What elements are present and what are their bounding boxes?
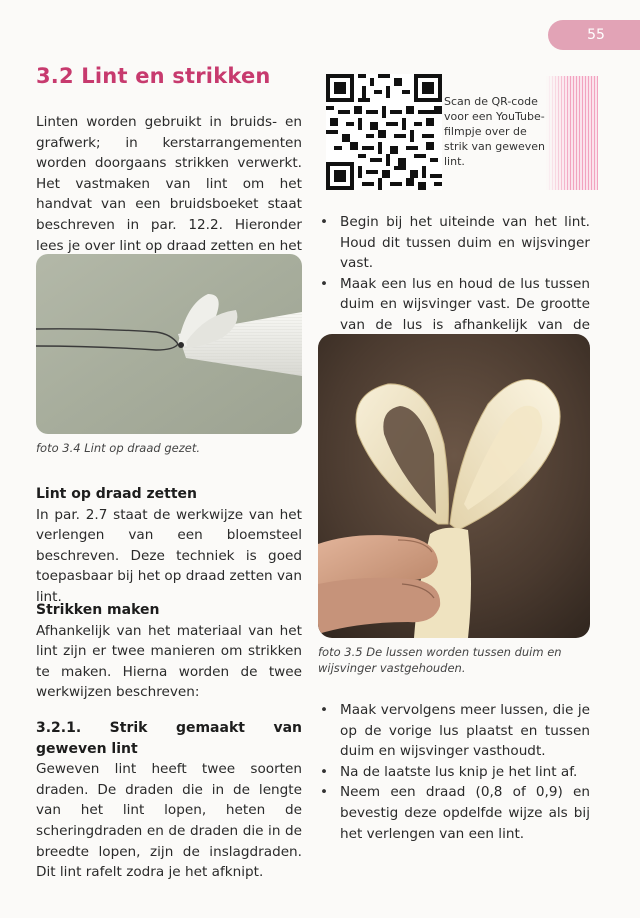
heading-lint-op-draad: Lint op draad zetten <box>36 486 197 502</box>
heading-geweven-lint: 3.2.1. Strik gemaakt van geweven lint <box>36 720 302 757</box>
steps-bottom-list <box>318 700 590 844</box>
photo-3-5-caption: foto 3.5 De lussen worden tussen duim en wijsvinger vastgehouden. <box>318 645 562 675</box>
list-item: • Neem een draad (0,8 of 0,9) en bevestig deze opdelfde wijze als bij het verlengen van een lint. <box>318 782 590 844</box>
section-title: 3.2 Lint en strikken <box>36 64 271 88</box>
section-lint-op-draad <box>36 484 302 608</box>
qr-note: Scan de QR-code voor een YouTube-filmpje over de strik van geweven lint. <box>444 95 545 168</box>
photo-ribbon-on-wire <box>36 254 302 434</box>
section-strikken-maken <box>36 600 302 703</box>
page-number-tab <box>548 20 640 50</box>
decorative-pink-stripes <box>546 76 598 190</box>
text-geweven-lint: Geweven lint heeft twee soorten draden. De draden die in de lengte van het lint lopen, heten de scheringdraden en de draden die in de breedte lopen, zijn de inslagdraden. Dit lint rafelt zodra je het afknipt. <box>36 761 302 881</box>
section-geweven-lint <box>36 718 302 883</box>
heading-strikken-maken: Strikken maken <box>36 602 160 618</box>
list-item: • Maak een lus en houd de lus tussen duim en wijsvinger vast. De grootte van de lus is afhankelijk van de <box>318 274 590 356</box>
text-strikken-maken: Afhankelijk van het materiaal van het lint zijn er twee manieren om strikken te maken. Hierna worden de twee werkwijzen beschreven: <box>36 622 302 701</box>
photo-3-4-caption: foto 3.4 Lint op draad gezet. <box>36 441 201 455</box>
intro-block <box>36 112 302 277</box>
list-item: • Na de laatste lus knip je het lint af. <box>318 762 590 783</box>
list-item: • Maak vervolgens meer lussen, die je op de vorige lus plaatst en tussen duim en wijsvinger vasthoudt. <box>318 700 590 762</box>
list-item: • Begin bij het uiteinde van het lint. Houd dit tussen duim en wijsvinger vast. <box>318 212 590 274</box>
page-number: 55 <box>587 27 605 43</box>
intro-paragraph: Linten worden gebruikt in bruids- en grafwerk; in kerstarrangementen worden doorgaans strikken verwerkt. Het vastmaken van lint om het handvat van een bruidsboeket staat beschreven in par. 12.2. Hieronder lees je over lint op draad zetten en het <box>36 114 302 254</box>
qr-code-icon[interactable] <box>326 74 442 190</box>
text-lint-op-draad: In par. 2.7 staat de werkwijze van het verlengen van een bloemsteel beschreven. Deze techniek is goed toepasbaar bij het op draad zetten van lint. <box>36 506 302 605</box>
steps-bottom-block <box>318 700 590 844</box>
photo-loops-held <box>318 334 590 638</box>
